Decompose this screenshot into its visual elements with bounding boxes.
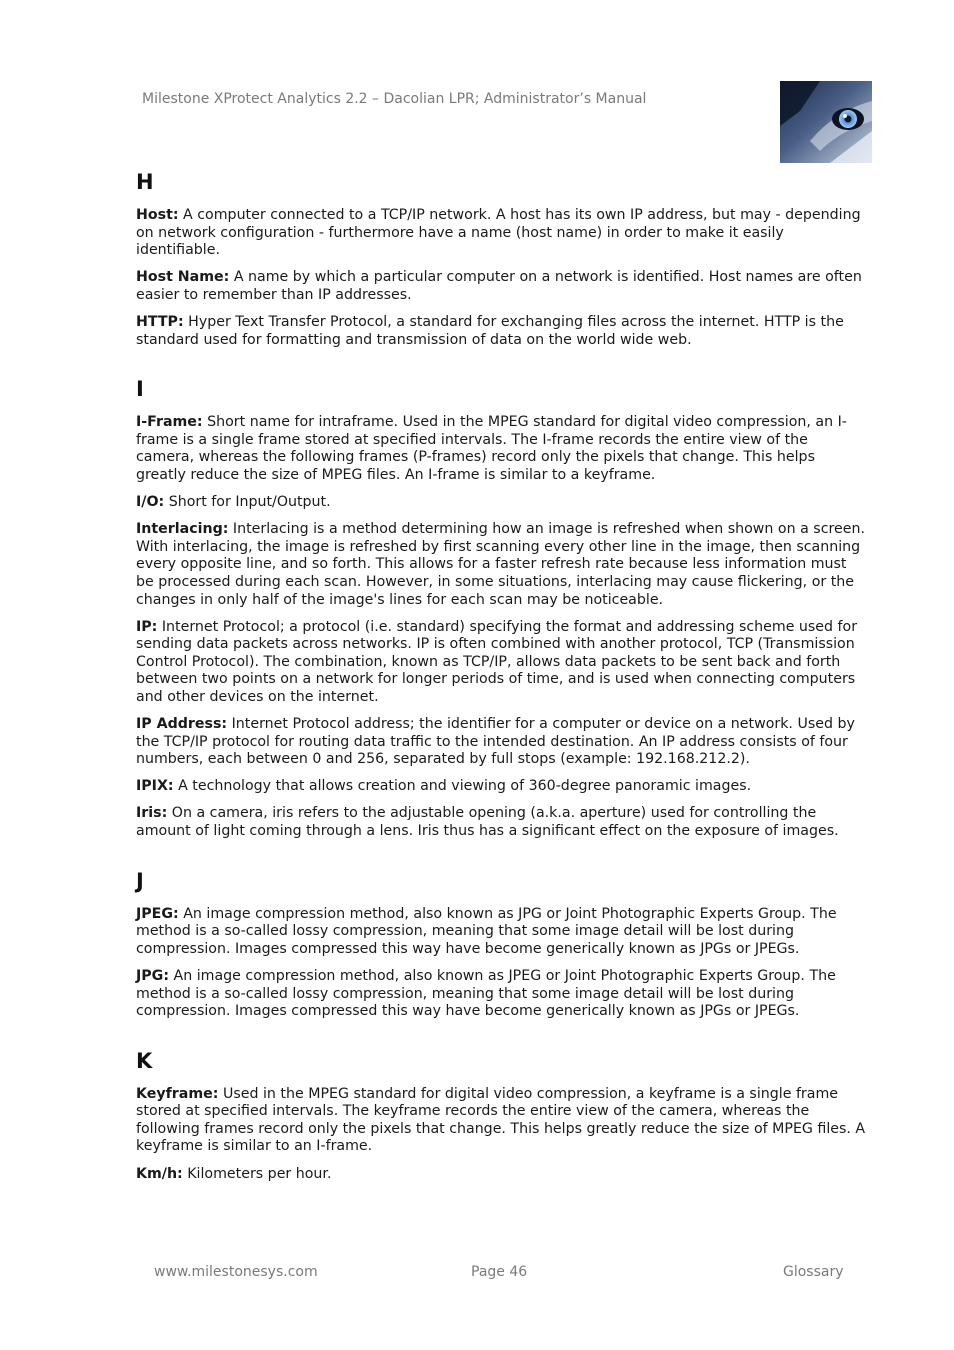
entry-term: Km/h: xyxy=(136,1165,183,1182)
glossary-entry-keyframe xyxy=(136,1086,866,1156)
entry-definition: A computer connected to a TCP/IP network. A host has its own IP address, but may - depending on network configuration - furthermore have a name (host name) in order to make it easily identifiable. xyxy=(136,207,861,259)
glossary-content xyxy=(136,168,866,1209)
glossary-entry-interlacing xyxy=(136,521,866,609)
section-letter: I xyxy=(136,377,144,402)
entry-term: IP: xyxy=(136,618,158,635)
entry-definition: Hyper Text Transfer Protocol, a standard for exchanging files across the internet. HTTP is the standard used for formatting and transmission of data on the world wide web. xyxy=(136,313,844,348)
glossary-section-i xyxy=(136,375,866,840)
wolf-eye-logo xyxy=(780,81,872,163)
entry-definition: An image compression method, also known as JPEG or Joint Photographic Experts Group. The method is a so-called lossy compression, meaning that some image detail will be lost during compression. Images compressed this way have become generically known as JPGs or JPEGs. xyxy=(136,967,836,1020)
section-letter: K xyxy=(136,1048,153,1073)
glossary-entry-ipix xyxy=(136,778,866,796)
glossary-entry-kmh xyxy=(136,1166,866,1184)
entry-definition: Internet Protocol; a protocol (i.e. standard) specifying the format and addressing scheme used for sending data packets across networks. IP is often combined with another protocol, TCP (Transmission Control Protocol). The combination, known as TCP/IP, allows data packets to be sent back and forth between two points on a network for longer periods of time, and is used when connecting computers and other devices on the internet. xyxy=(136,618,858,705)
entry-term: JPEG: xyxy=(136,905,179,922)
entry-term: Host: xyxy=(136,207,179,223)
document-header-title: Milestone XProtect Analytics 2.2 – Dacolian LPR; Administrator’s Manual xyxy=(142,91,647,107)
glossary-section-h xyxy=(136,168,866,349)
entry-term: I-Frame: xyxy=(136,414,203,431)
entry-definition: Short for Input/Output. xyxy=(164,494,331,511)
entry-definition: Short name for intraframe. Used in the MPEG standard for digital video compression, an I-frame is a single frame stored at specified intervals. The I-frame records the entire view of the camera, whereas the following frames (P-frames) record only the pixels that change. This helps greatly reduce the size of MPEG files. An I-frame is similar to a keyframe. xyxy=(136,414,847,483)
entry-definition: On a camera, iris refers to the adjustable opening (a.k.a. aperture) used for controlling the amount of light coming through a lens. Iris thus has a significant effect on the exposure of images. xyxy=(136,805,839,840)
glossary-entry-iris xyxy=(136,805,866,840)
entry-definition: Used in the MPEG standard for digital video compression, a keyframe is a single frame stored at specified intervals. The keyframe records the entire view of the camera, whereas the following frames record only the pixels that change. This helps greatly reduce the size of MPEG files. A keyframe is similar to an I-frame. xyxy=(136,1085,866,1155)
glossary-section-j xyxy=(136,867,866,1021)
entry-term: Iris: xyxy=(136,805,168,822)
footer-website-link[interactable]: www.milestonesys.com xyxy=(154,1264,318,1280)
glossary-entry-ip xyxy=(136,619,866,707)
section-letter: H xyxy=(136,170,154,194)
glossary-entry-host xyxy=(136,207,866,260)
glossary-entry-http xyxy=(136,314,866,349)
glossary-entry-jpeg xyxy=(136,906,866,959)
entry-definition: Internet Protocol address; the identifier for a computer or device on a network. Used by the TCP/IP protocol for routing data traffic to the intended destination. An IP address consists of four numbers, each between 0 and 256, separated by full stops (example: 192.168.212.2). xyxy=(136,716,855,768)
entry-term: IP Address: xyxy=(136,716,228,733)
entry-definition: Interlacing is a method determining how an image is refreshed when shown on a screen. With interlacing, the image is refreshed by first scanning every other line in the image, then scanning every opposite line, and so forth. This allows for a faster refresh rate because less information must be processed during each scan. However, in some situations, interlacing may cause flickering, or the changes in only half of the image's lines for each scan may be noticeable. xyxy=(136,521,865,608)
entry-definition: Kilometers per hour. xyxy=(182,1165,332,1182)
entry-term: Host Name: xyxy=(136,269,230,286)
glossary-entry-host-name xyxy=(136,269,866,304)
entry-term: JPG: xyxy=(136,967,169,984)
entry-definition: A name by which a particular computer on a network is identified. Host names are often easier to remember than IP addresses. xyxy=(136,269,862,303)
entry-definition: An image compression method, also known as JPG or Joint Photographic Experts Group. The method is a so-called lossy compression, meaning that some image detail will be lost during compression. Images compressed this way have become generically known as JPGs or JPEGs. xyxy=(136,905,837,957)
footer-section-name: Glossary xyxy=(783,1264,844,1280)
glossary-entry-io xyxy=(136,494,866,512)
entry-term: Keyframe: xyxy=(136,1085,219,1102)
glossary-entry-ip-address xyxy=(136,716,866,769)
glossary-section-k xyxy=(136,1047,866,1183)
entry-term: I/O: xyxy=(136,494,165,511)
entry-definition: A technology that allows creation and viewing of 360-degree panoramic images. xyxy=(173,778,752,795)
footer-page-number: Page 46 xyxy=(471,1264,528,1280)
glossary-entry-jpg xyxy=(136,968,866,1021)
entry-term: Interlacing: xyxy=(136,521,229,538)
glossary-entry-i-frame xyxy=(136,414,866,484)
section-letter: J xyxy=(136,868,144,893)
entry-term: IPIX: xyxy=(136,778,174,795)
entry-term: HTTP: xyxy=(136,313,184,330)
